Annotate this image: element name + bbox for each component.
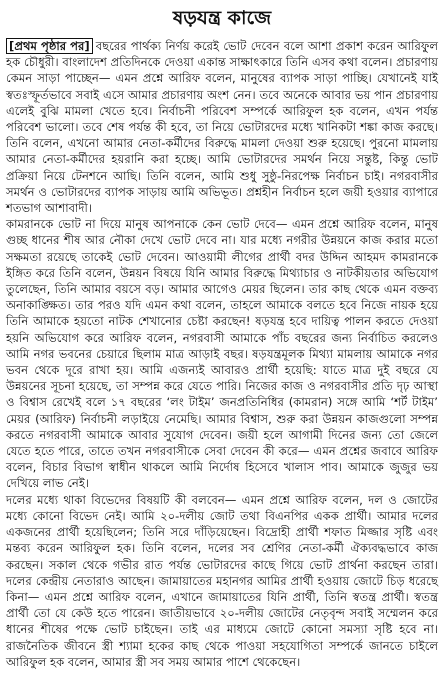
continuation-label-text: প্রথম পৃষ্ঠার পর — [14, 39, 85, 53]
article-paragraph-text: বছরের পার্থক্য নির্ণয় করেই ভোট দেবেন বলে আশা প্রকাশ করেন আরিফুল হক চৌধুরী। বাংলাদেশ প্রতিদিনকে দেওয়া একান্ত সাক্ষাৎকারে তিনি এসব কথা বলেন। প্রচারণায় কেমন সাড়া পাচ্ছেন— এমন প্রশ্নে আরিফ বলেন, মানুষের ব্যাপক সাড়া পাচ্ছি। যেখানেই যাই স্বতঃস্ফূর্তভাবে সবাই এসে আমার প্রচারণায় অংশ নেন। তবে অনেকে আবার ভয় পান প্রচারণায় এলেই বুঝি মামলা খেতে হবে। নির্বাচনী পরিবেশ সম্পর্কে আরিফুল হক বলেন, এখন পর্যন্ত পরিবেশ ভালো। তবে শেষ পর্যন্ত কী হবে, তা নিয়ে ভোটারদের মধ্যে খানিকটা শঙ্কা কাজ করছে। তিনি বলেন, এখনো আমার নেতা-কর্মীদের বিরুদ্ধে মামলা দেওয়া শুরু হয়েছে। পুরনো মামলায় আমার নেতা-কর্মীদের হয়রানি করা হচ্ছে। আমি ভোটারদের সমর্থন নিয়ে সন্তুষ্ট, কিন্তু ভোট প্রক্রিয়া নিয়ে টেনশনে আছি। তিনি বলেন, আমি শুধু সুষ্ঠু-নিরপেক্ষ নির্বাচন চাই। নগরবাসীর সমর্থন ও ভোটারদের ব্যাপক সাড়ায় আমি অভিভূত। প্রশ্নহীন নির্বাচন হলে জয়ী হওয়ার ব্যাপারে শতভাগ আশাবাদী। — [6, 39, 438, 216]
article-paragraph: দলের মধ্যে থাকা বিভেদের বিষয়টি কী বলবেন— এমন প্রশ্নে আরিফ বলেন, দল ও জোটের মধ্যে কোনো বিভেদ নেই। আমি ২০-দলীয় জোট তথা বিএনপির একক প্রার্থী। আমার দলের একজনের প্রার্থী হয়েছিলেন; তিনি সরে দাঁড়িয়েছেন। বিদ্রোহী প্রার্থী শফাত মিজ্জার সৃষ্টি এবং মন্তব্য করেন আরিফুল হক। তিনি বলেন, দলের সব শ্রেণির নেতা-কর্মী ঐক্যবদ্ধভাবে কাজ করছেন। সকাল থেকে গভীর রাত পর্যন্ত ভোটারদের কাছে গিয়ে ভোট প্রার্থনা করছেন তারা। দলের কেন্দ্রীয় নেতারাও আছেন। জামায়াতের মহানগর আমির প্রার্থী হওয়ায় জোটে চিড় ধরেছে কিনা— এমন প্রশ্নে আরিফ বলেন, এখানে জামায়াতের যিনি প্রার্থী, তিনি স্বতন্ত্র প্রার্থী। স্বতন্ত্র প্রার্থী তো যে কেউ হতে পারেন। জাতীয়ভাবে ২০-দলীয় জোটের নেতৃবৃন্দ সবাই সম্মেলন করে ধানের শীষের পক্ষে ভোট চাইছেন। তাই এর মাধ্যমে জোটে কোনো সমস্যা সৃষ্টি হবে না। রাজনৈতিক জীবনে স্ত্রী শ্যামা হকের কাছ থেকে পাওয়া সহযোগিতা সম্পর্কে জানতে চাইলে আরিফুল হক বলেন, আমার স্ত্রী সব সময় আমার পাশে থেকেছেন। — [6, 492, 438, 669]
article-paragraph — [6, 38, 438, 216]
article-paragraph: কামরানকে ভোট না দিয়ে মানুষ আপনাকে কেন ভোট দেবে— এমন প্রশ্নে আরিফ বলেন, মানুষ গুচ্ছ ধানের শীষ আর নৌকা দেখে ভোট দেবে না। যার মধ্যে নগরীর উন্নয়নে কাজ করার মতো সক্ষমতা রয়েছে তাকেই ভোট দেবেন। আওয়ামী লীগের প্রার্থী বদর উদ্দিন আহমদ কামরানকে ইঙ্গিত করে তিনি বলেন, উন্নয়ন বিষয়ে যিনি আমার বিরুদ্ধে মিথ্যাচার ও নাটকীয়তার অভিযোগ তুলেছেন, তিনি আমার বয়সে বড়। আমার আগেও মেয়র ছিলেন। তার কাছ থেকে এমন বক্তব্য অনাকাঙ্ক্ষিত। তার পরও যদি এমন কথা বলেন, তাহলে আমাকে বলতে হবে নিজে নায়ক হয়ে তিনি আমাকে হয়তো নাটক শেখানোর চেষ্টা করছেন! ষড়যন্ত্র হবে দায়িত্ব পালন করতে দেওয়া হয়নি অভিযোগ করে আরিফ বলেন, নগরবাসী আমাকে পাঁচ বছরের জন্য নির্বাচিত করলেও আমি নগর ভবনের চেয়ারে ছিলাম মাত্র আড়াই বছর। ষড়যন্ত্রমূলক মিথ্যা মামলায় আমাকে নগর ভবন থেকে দূরে রাখা হয়। আমি এজন্যই আবারও প্রার্থী হয়েছি: যাতে মাত্র দুই বছরে যে উন্নয়নের সূচনা হয়েছে, তা সম্পন্ন করে যেতে পারি। নিজের কাজ ও নগরবাসীর প্রতি দৃঢ় আস্থা ও বিশ্বাস রেখেই বলে ১৭ বছরের ‘লং টাইম’ জনপ্রতিনিধির (কামরান) সঙ্গে আমি ‘শর্ট টাইম’ মেয়র (আরিফ) নির্বাচনী লড়াইয়ে নেমেছি। আমার বিশ্বাস, শুরু করা উন্নয়ন কাজগুলো সম্পন্ন করতে নগরবাসী আমাকে আবার সুযোগ দেবেন। জয়ী হলে আগামী দিনের জন্য তো জেলে যেতে হতে পারে, তাতে তখন নগরবাসীকে সেবা দেবেন কী করে— এমন প্রশ্নের জবাবে আরিফ বলেন, বিচার বিভাগ স্বাধীন থাকলে আমি নির্দোষ হিসেবে খালাস পাব। আমাকে জুজুর ভয় দেখিয়ে লাভ নেই। — [6, 217, 438, 491]
article-headline: ষড়যন্ত্র কাজে — [172, 7, 272, 29]
article-body — [0, 34, 444, 670]
continuation-label: [প্রথম পৃষ্ঠার পর] — [6, 38, 93, 54]
